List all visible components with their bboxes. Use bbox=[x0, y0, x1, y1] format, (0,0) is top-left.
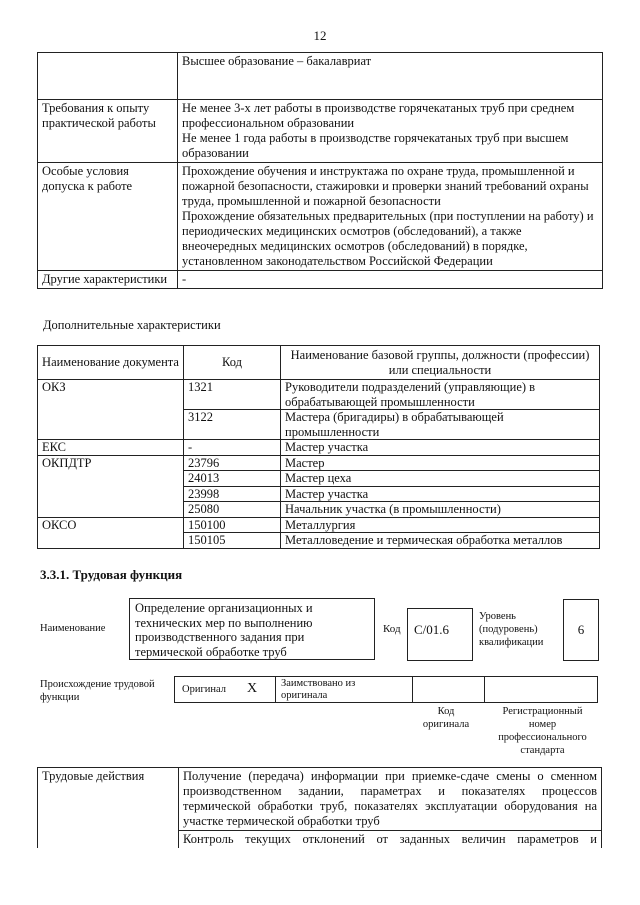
conditions-label: Особые условия допуска к работе bbox=[38, 163, 178, 271]
other-label: Другие характеристики bbox=[38, 271, 178, 289]
row-code: 1321 bbox=[184, 380, 281, 410]
row-code: 23796 bbox=[184, 455, 281, 471]
origin-code-caption: Код оригинала bbox=[422, 706, 470, 730]
row-name: Мастер участка bbox=[281, 486, 600, 502]
table-row bbox=[38, 517, 600, 533]
row-code: 150100 bbox=[184, 517, 281, 533]
row-name: Мастер bbox=[281, 455, 600, 471]
row-code: 150105 bbox=[184, 533, 281, 549]
row-code: 24013 bbox=[184, 471, 281, 487]
row-doc: ОКСО bbox=[38, 517, 184, 533]
table-header-row bbox=[38, 346, 600, 380]
row-doc bbox=[38, 410, 184, 440]
action-item: Контроль текущих отклонений от заданных величин параметров и bbox=[179, 831, 602, 849]
experience-value bbox=[178, 100, 603, 163]
origin-original-label: Оригинал bbox=[182, 684, 226, 695]
conditions-line-2: Прохождение обязательных предварительных (при поступлении на работу) и периодических медицинских осмотров (обследований), а также внеочередных медицинских осмотров (обследований) в порядке, установленном законодательством Российской Федерации bbox=[182, 209, 594, 268]
row-name: Мастер участка bbox=[281, 440, 600, 456]
table-row bbox=[38, 100, 603, 163]
function-code-label: Код bbox=[383, 623, 401, 635]
function-name-value: Определение организационных и технических мер по выполнению производственного задания при термической обработке труб bbox=[129, 598, 375, 660]
function-level-label: Уровень (подуровень) квалификации bbox=[479, 611, 544, 648]
header-name: Наименование базовой группы, должности (профессии) или специальности bbox=[281, 346, 600, 380]
row-doc: ОКЗ bbox=[38, 380, 184, 410]
row-name: Начальник участка (в промышленности) bbox=[281, 502, 600, 518]
row-doc bbox=[38, 533, 184, 549]
origin-reg-caption: Регистрационный номер профессионального стандарта bbox=[498, 706, 587, 756]
row-name: Мастера (бригадиры) в обрабатывающей промышленности bbox=[281, 410, 600, 440]
row-doc bbox=[38, 471, 184, 487]
header-code: Код bbox=[184, 346, 281, 380]
table-row bbox=[38, 440, 600, 456]
row-code: 3122 bbox=[184, 410, 281, 440]
origin-divider bbox=[275, 676, 276, 703]
education-value: Высшее образование – бакалавриат bbox=[178, 53, 603, 100]
origin-box bbox=[174, 676, 598, 703]
row-code: 23998 bbox=[184, 486, 281, 502]
row-name: Мастер цеха bbox=[281, 471, 600, 487]
function-name-label: Наименование bbox=[40, 623, 106, 634]
conditions-value bbox=[178, 163, 603, 271]
origin-borrowed-label: Заимствовано из оригинала bbox=[281, 678, 356, 701]
table-row bbox=[38, 486, 600, 502]
education-label-cell bbox=[38, 53, 178, 100]
origin-divider bbox=[412, 676, 413, 703]
row-code: 25080 bbox=[184, 502, 281, 518]
page-number: 12 bbox=[313, 28, 327, 43]
other-value: - bbox=[178, 271, 603, 289]
table-row bbox=[38, 380, 600, 410]
table-row bbox=[38, 53, 603, 100]
table-row bbox=[38, 163, 603, 271]
labor-actions-table bbox=[37, 767, 602, 848]
table-row bbox=[38, 455, 600, 471]
experience-line-1: Не менее 3-х лет работы в производстве горячекатаных труб при среднем профессиональном образовании bbox=[182, 101, 575, 130]
table-row bbox=[38, 533, 600, 549]
row-doc bbox=[38, 486, 184, 502]
experience-label: Требования к опыту практической работы bbox=[38, 100, 178, 163]
function-level-value: 6 bbox=[563, 599, 599, 661]
origin-label: Происхождение трудовой функции bbox=[40, 679, 155, 703]
action-item: Получение (передача) информации при приемке-сдаче смены о сменном производственном задании, параметрах и показателях процессов термической обработки труб, показателях эксплуатации оборудования на участке термической обработки труб bbox=[179, 768, 602, 831]
row-doc: ЕКС bbox=[38, 440, 184, 456]
row-code: - bbox=[184, 440, 281, 456]
table-row bbox=[38, 502, 600, 518]
experience-line-2: Не менее 1 года работы в производстве горячекатаных труб при высшем образовании bbox=[182, 131, 569, 160]
row-name: Металловедение и термическая обработка металлов bbox=[281, 533, 600, 549]
table-row bbox=[38, 271, 603, 289]
section-title: 3.3.1. Трудовая функция bbox=[40, 567, 183, 582]
actions-label: Трудовые действия bbox=[38, 768, 179, 849]
additional-characteristics-title: Дополнительные характеристики bbox=[43, 318, 221, 332]
header-document: Наименование документа bbox=[38, 346, 184, 380]
requirements-table bbox=[37, 52, 603, 289]
row-doc: ОКПДТР bbox=[38, 455, 184, 471]
origin-original-mark: X bbox=[247, 681, 258, 696]
table-row bbox=[38, 471, 600, 487]
row-doc bbox=[38, 502, 184, 518]
table-row bbox=[38, 768, 602, 831]
row-name: Руководители подразделений (управляющие) в обрабатывающей промышленности bbox=[281, 380, 600, 410]
additional-characteristics-table bbox=[37, 345, 600, 549]
row-name: Металлургия bbox=[281, 517, 600, 533]
function-code-value: C/01.6 bbox=[407, 608, 473, 661]
origin-divider bbox=[484, 676, 485, 703]
table-row bbox=[38, 410, 600, 440]
conditions-line-1: Прохождение обучения и инструктажа по охране труда, промышленной и пожарной безопасности, стажировки и проверки знаний требований охраны труда, промышленной и пожарной безопасности bbox=[182, 164, 589, 208]
